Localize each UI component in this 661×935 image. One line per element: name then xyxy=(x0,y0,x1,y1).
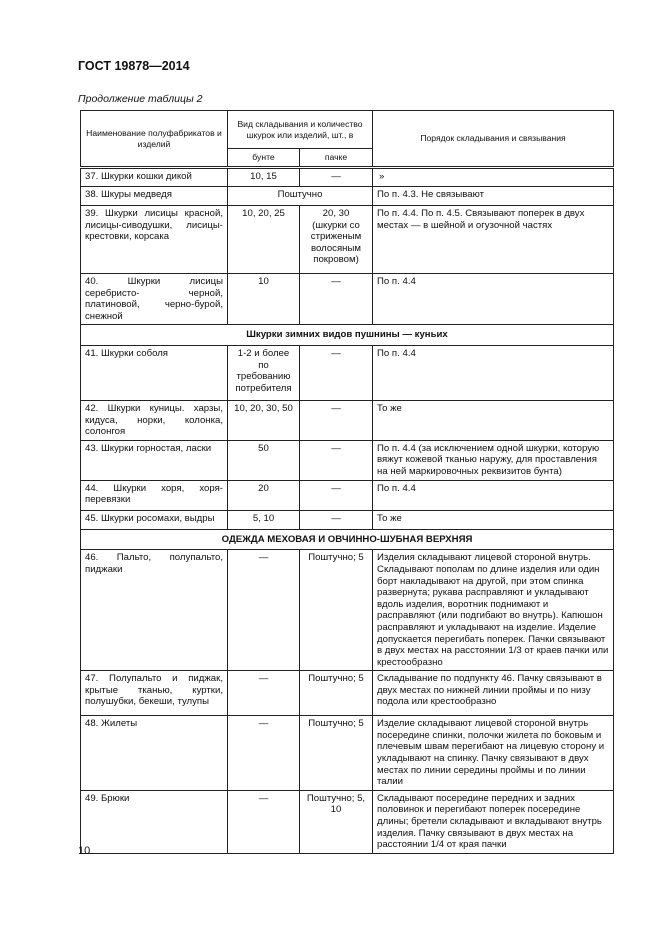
row-pachke: 20, 30 (шкурки со стриженым волосяным покровом) xyxy=(300,206,373,274)
row-pachke: Поштучно; 5, 10 xyxy=(300,790,373,853)
row-name: 40. Шкурки лисицы серебристо- черной, платиновой, черно-бурой, снежной xyxy=(81,274,228,325)
row-pachke: — xyxy=(300,168,373,187)
table-row xyxy=(81,274,614,325)
row-order: По п. 4.4 xyxy=(373,274,614,325)
row-order: По п. 4.4. По п. 4.5. Связывают поперек в двух местах — в шейной и огузочной частях xyxy=(373,206,614,274)
row-merged: Поштучно xyxy=(228,187,373,206)
section-title: Шкурки зимних видов пушнины — куньих xyxy=(81,325,614,346)
row-bunte: 5, 10 xyxy=(228,510,300,529)
row-bunte: 10, 20, 25 xyxy=(228,206,300,274)
row-pachke: — xyxy=(300,274,373,325)
row-pachke: — xyxy=(300,480,373,510)
row-order: По п. 4.4 xyxy=(373,480,614,510)
row-bunte: — xyxy=(228,671,300,716)
table-row xyxy=(81,400,614,440)
row-order: Изделия складывают лицевой стороной внутрь. Складывают пополам по длине изделия или один борт накладывают на другой, при этом спинка развернута; рукава расправляют и укладывают вдоль изделия, воротник поднимают и расправляют (или подгибают во внутрь). Капюшон расправляют и укладывают на изделие. Изделие допускается перегибать поперек. Пачки связывают в двух местах на расстоянии 1/3 от краев пачки или крестообразно xyxy=(373,550,614,671)
row-name: 47. Полупальто и пиджак, крытые тканью, куртки, полушубки, бекеши, тулупы xyxy=(81,671,228,716)
row-bunte: 1-2 и более по требованию потребителя xyxy=(228,345,300,400)
row-pachke: Поштучно; 5 xyxy=(300,716,373,791)
document-header: ГОСТ 19878—2014 xyxy=(78,59,190,73)
header-name: Наименование полуфабрикатов и изделий xyxy=(81,111,228,168)
row-bunte: 10, 15 xyxy=(228,168,300,187)
section-row xyxy=(81,325,614,346)
row-pachke: — xyxy=(300,345,373,400)
row-order: То же xyxy=(373,510,614,529)
row-order: » xyxy=(373,168,614,187)
row-name: 43. Шкурки горностая, ласки xyxy=(81,440,228,480)
row-order: Складывание по подпункту 46. Пачку связывают в двух местах по нижней линии проймы и по низу подола или крестообразно xyxy=(373,671,614,716)
table-row xyxy=(81,671,614,716)
table-row xyxy=(81,187,614,206)
header-order: Порядок складывания и связывания xyxy=(373,111,614,168)
header-pachke: пачке xyxy=(300,149,373,168)
row-bunte: — xyxy=(228,550,300,671)
header-bunte: бунте xyxy=(228,149,300,168)
row-bunte: 20 xyxy=(228,480,300,510)
row-order: По п. 4.4 xyxy=(373,345,614,400)
row-pachke: — xyxy=(300,440,373,480)
section-row xyxy=(81,529,614,550)
row-pachke: — xyxy=(300,510,373,529)
table-row xyxy=(81,790,614,853)
row-bunte: — xyxy=(228,790,300,853)
row-order: По п. 4.4 (за исключением одной шкурки, которую вяжут кожевой тканью наружу, для проставления на ней маркировочных реквизитов бунта) xyxy=(373,440,614,480)
row-bunte: 50 xyxy=(228,440,300,480)
table-row xyxy=(81,206,614,274)
table-row xyxy=(81,716,614,791)
table-row xyxy=(81,345,614,400)
row-pachke: — xyxy=(300,400,373,440)
row-order: Изделие складывают лицевой стороной внутрь посередине спинки, полочки жилета по боковым и плечевым швам перегибают на лицевую сторону и укладывают на спинку. Пачку связывают в двух местах по линии середины проймы и по линии талии xyxy=(373,716,614,791)
row-name: 39. Шкурки лисицы красной, лисицы-сиводушки, лисицы-крестовки, корсака xyxy=(81,206,228,274)
table-row xyxy=(81,510,614,529)
table-row xyxy=(81,440,614,480)
row-name: 42. Шкурки куницы. харзы, кидуса, норки, колонка, солонгоя xyxy=(81,400,228,440)
section-title: ОДЕЖДА МЕХОВАЯ И ОВЧИННО-ШУБНАЯ ВЕРХНЯЯ xyxy=(81,529,614,550)
row-bunte: 10, 20, 30, 50 xyxy=(228,400,300,440)
table-row xyxy=(81,550,614,671)
row-bunte: — xyxy=(228,716,300,791)
row-pachke: Поштучно; 5 xyxy=(300,671,373,716)
row-name: 41. Шкурки соболя xyxy=(81,345,228,400)
row-order: Складывают посередине передних и задних половинок и перегибают поперек посередине длины; бретели складывают и вкладывают внутрь изделия. Пачку связывают в двух местах на расстоянии 1/4 от края пачки xyxy=(373,790,614,853)
row-order: По п. 4.3. Не связывают xyxy=(373,187,614,206)
header-group: Вид складывания и количество шкурок или изделий, шт., в xyxy=(228,111,373,149)
row-name: 48. Жилеты xyxy=(81,716,228,791)
row-name: 37. Шкурки кошки дикой xyxy=(81,168,228,187)
page-number: 10 xyxy=(78,845,91,857)
row-order: То же xyxy=(373,400,614,440)
table-row xyxy=(81,480,614,510)
table-row xyxy=(81,168,614,187)
row-bunte: 10 xyxy=(228,274,300,325)
row-name: 49. Брюки xyxy=(81,790,228,853)
row-name: 38. Шкуры медведя xyxy=(81,187,228,206)
table-caption: Продолжение таблицы 2 xyxy=(78,93,203,105)
row-name: 45. Шкурки росомахи, выдры xyxy=(81,510,228,529)
row-name: 46. Пальто, полупальто, пиджаки xyxy=(81,550,228,671)
row-name: 44. Шкурки хоря, хоря-перевязки xyxy=(81,480,228,510)
folding-table xyxy=(80,110,614,854)
row-pachke: Поштучно; 5 xyxy=(300,550,373,671)
